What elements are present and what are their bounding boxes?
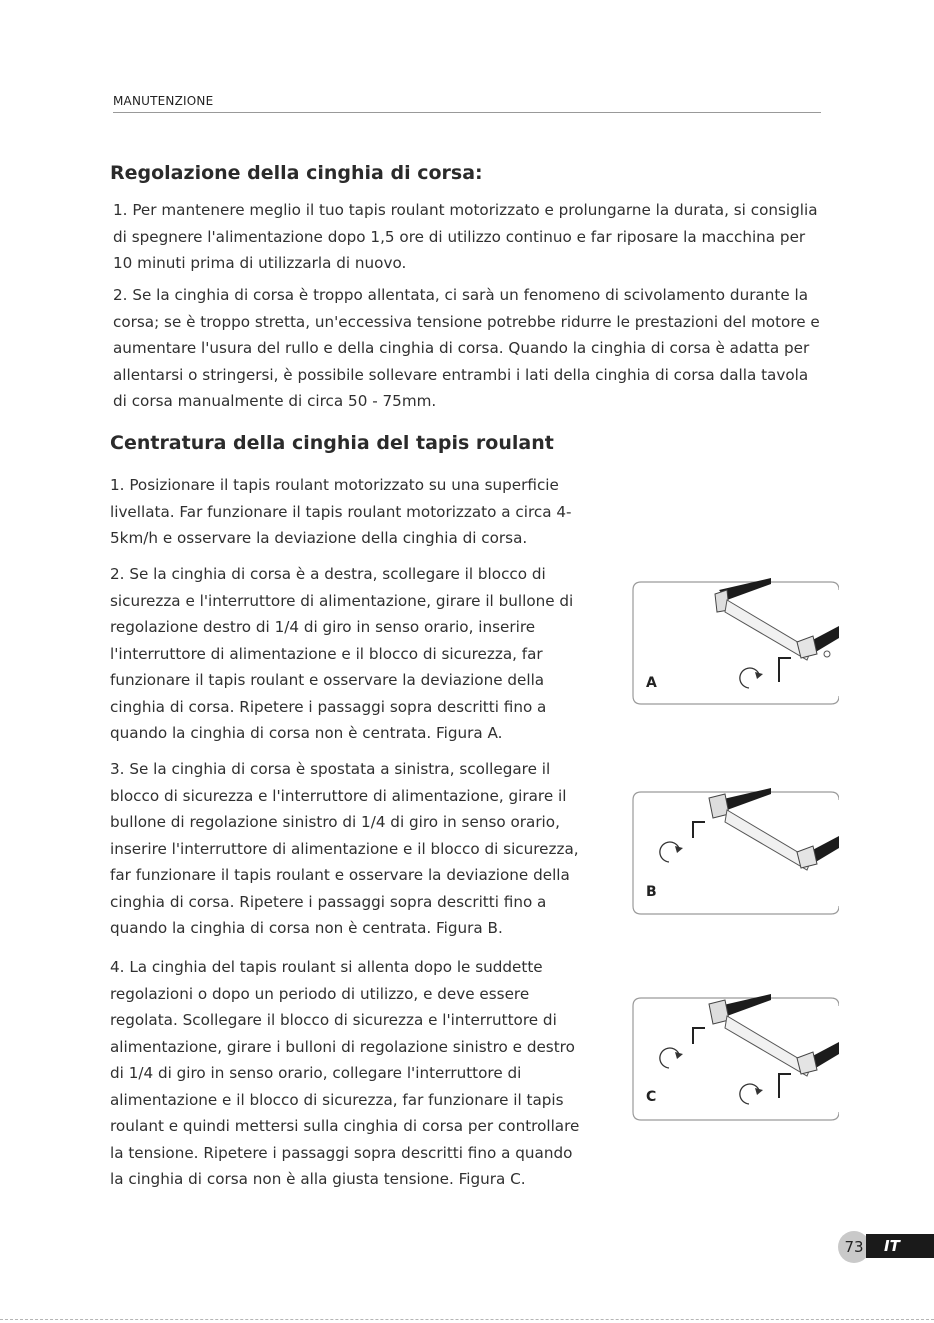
clockwise-arrow-icon — [740, 1084, 759, 1104]
header-divider — [113, 112, 821, 113]
figure-a — [631, 578, 839, 706]
figure-b — [631, 788, 839, 916]
section1-paragraph-1: 1. Per mantenere meglio il tuo tapis roulant motorizzato e prolungarne la durata, si consiglia di spegnere l'alimentazione dopo 1,5 ore di utilizzo continuo e far riposare la macchina per 10 minuti prima di utilizzarla di nuovo. — [113, 201, 818, 272]
section2-title: Centratura della cinghia del tapis roulant — [110, 432, 554, 454]
section2-paragraph-2: 2. Se la cinghia di corsa è a destra, scollegare il blocco di sicurezza e l'interruttore di alimentazione, girare il bullone di regolazione destro di 1/4 di giro in senso orario, inserire l'interruttore di alimentazione e il blocco di sicurezza, far funzionare il tapis roulant e osservare la deviazione della cinghia di corsa. Ripetere i passaggi sopra descritti fino a quando la cinghia di corsa non è centrata. Figura A. — [110, 565, 574, 742]
treadmill-left-bolt-illustration — [631, 788, 839, 916]
figure-label-c: C — [646, 1089, 657, 1105]
section-header: MANUTENZIONE — [113, 94, 214, 108]
treadmill-right-bolt-illustration — [631, 578, 839, 706]
section1-paragraph-2: 2. Se la cinghia di corsa è troppo allentata, ci sarà un fenomeno di scivolamento durante la corsa; se è troppo stretta, un'eccessiva tensione potrebbe ridurre le prestazioni del motore e aumentare l'usura del rullo e della cinghia di corsa. Quando la cinghia di corsa è adatta per allentarsi o stringersi, è possibile sollevare entrambi i lati della cinghia di corsa dalla tavola di corsa manualmente di circa 50 - 75mm. — [113, 286, 820, 410]
clockwise-arrow-icon — [660, 1048, 679, 1068]
section2-paragraph-1: 1. Posizionare il tapis roulant motorizzato su una superficie livellata. Far funzionare il tapis roulant motorizzato a circa 4-5km/h e osservare la deviazione della cinghia di corsa. — [110, 476, 572, 547]
section2-paragraph-3: 3. Se la cinghia di corsa è spostata a sinistra, scollegare il blocco di sicurezza e l'interruttore di alimentazione, girare il bullone di regolazione sinistro di 1/4 di giro in senso orario, inserire l'interruttore di alimentazione e il blocco di sicurezza, far funzionare il tapis roulant e osservare la deviazione della cinghia di corsa. Ripetere i passaggi sopra descritti fino a quando la cinghia di corsa non è centrata. Figura B. — [110, 760, 579, 937]
treadmill-both-bolts-illustration — [631, 994, 839, 1122]
section2-paragraph-4: 4. La cinghia del tapis roulant si allenta dopo le suddette regolazioni o dopo un periodo di utilizzo, e deve essere regolata. Scollegare il blocco di sicurezza e l'interruttore di alimentazione, girare i bulloni di regolazione sinistro e destro di 1/4 di giro in senso orario, collegare l'interruttore di alimentazione e il blocco di sicurezza, far funzionare il tapis roulant e quindi mettersi sulla cinghia di corsa per controllare la tensione. Ripetere i passaggi sopra descritti fino a quando la cinghia di corsa non è alla giusta tensione. Figura C. — [110, 958, 580, 1188]
clockwise-arrow-icon — [740, 668, 759, 688]
figure-c — [631, 994, 839, 1122]
figure-label-a: A — [646, 675, 657, 691]
page-number: 73 — [838, 1231, 870, 1263]
clockwise-arrow-icon — [660, 842, 679, 862]
bottom-dashed-line — [0, 1319, 934, 1320]
section1-title: Regolazione della cinghia di corsa: — [110, 162, 483, 184]
figure-label-b: B — [646, 884, 657, 900]
language-tab: IT — [866, 1234, 934, 1258]
